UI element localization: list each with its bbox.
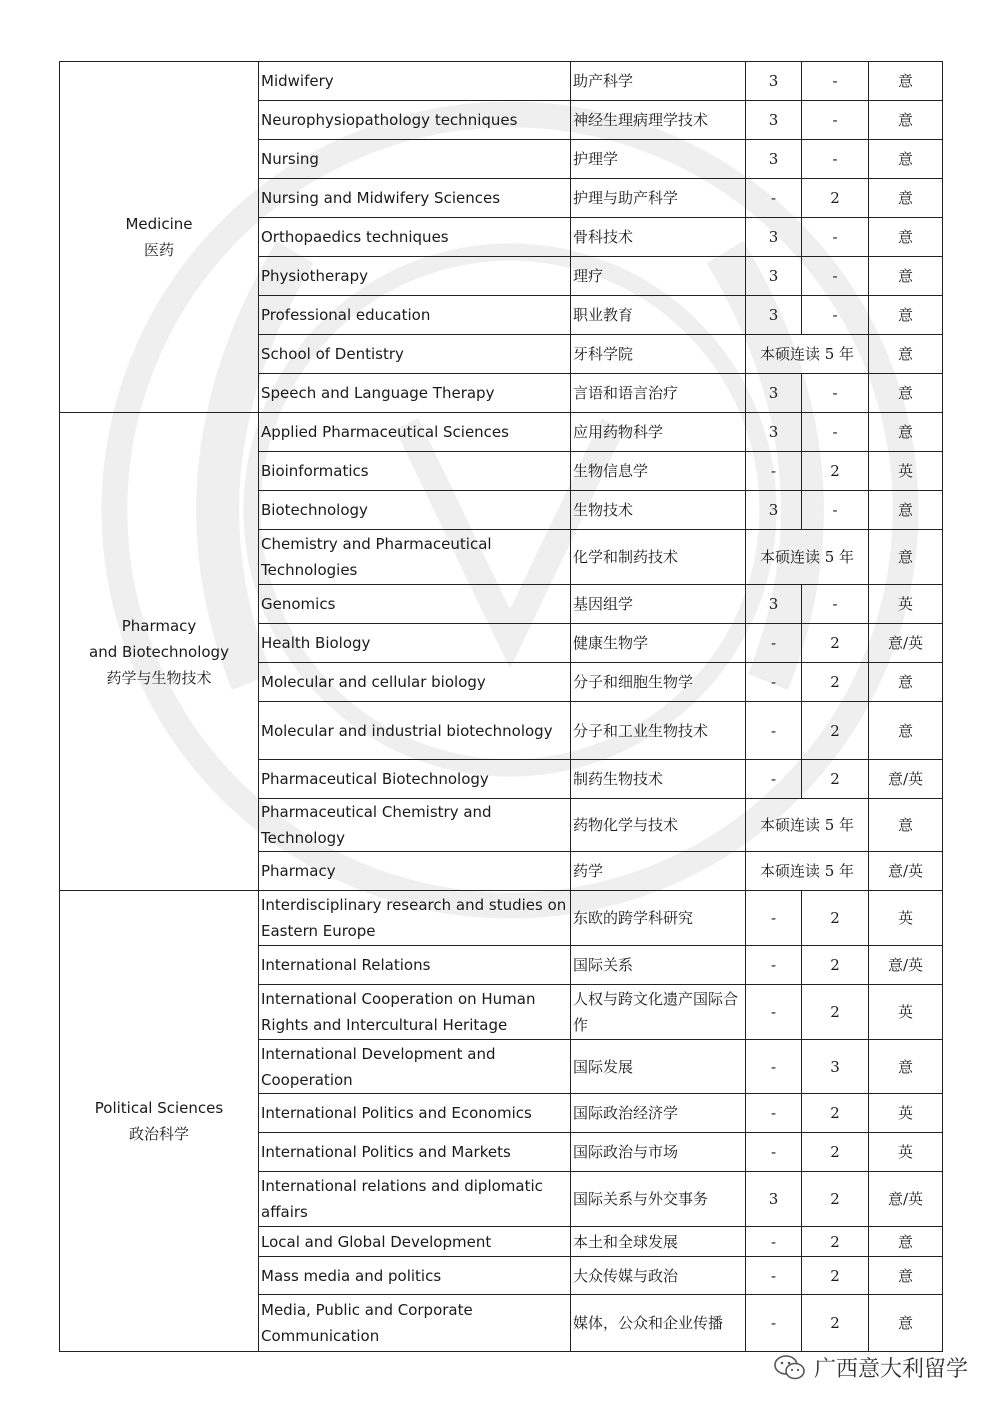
combined-duration: 本硕连读 5 年 bbox=[746, 530, 869, 585]
teaching-language: 意 bbox=[869, 1257, 943, 1295]
program-name-en: Biotechnology bbox=[259, 491, 571, 530]
bachelor-years: 3 bbox=[746, 218, 802, 257]
program-name-en: Physiotherapy bbox=[259, 257, 571, 296]
teaching-language: 意 bbox=[869, 1295, 943, 1352]
program-name-en: International Politics and Economics bbox=[259, 1094, 571, 1133]
program-name-en: Genomics bbox=[259, 585, 571, 624]
table-row bbox=[60, 413, 943, 452]
bachelor-years: - bbox=[746, 1227, 802, 1257]
teaching-language: 意 bbox=[869, 491, 943, 530]
teaching-language: 意 bbox=[869, 296, 943, 335]
category-cell bbox=[60, 891, 259, 1352]
bachelor-years: 3 bbox=[746, 1172, 802, 1227]
combined-duration: 本硕连读 5 年 bbox=[746, 852, 869, 891]
bachelor-years: 3 bbox=[746, 491, 802, 530]
teaching-language: 意 bbox=[869, 1227, 943, 1257]
bachelor-years: 3 bbox=[746, 585, 802, 624]
program-name-zh: 护理与助产科学 bbox=[571, 179, 746, 218]
program-name-zh: 护理学 bbox=[571, 140, 746, 179]
program-name-en: School of Dentistry bbox=[259, 335, 571, 374]
bachelor-years: - bbox=[746, 663, 802, 702]
program-name-en: Speech and Language Therapy bbox=[259, 374, 571, 413]
program-name-zh: 国际关系 bbox=[571, 946, 746, 985]
combined-duration: 本硕连读 5 年 bbox=[746, 335, 869, 374]
bachelor-years: 3 bbox=[746, 374, 802, 413]
program-name-en: International Politics and Markets bbox=[259, 1133, 571, 1172]
master-years: - bbox=[802, 62, 869, 101]
master-years: 2 bbox=[802, 452, 869, 491]
program-name-en: Mass media and politics bbox=[259, 1257, 571, 1295]
program-name-en: Local and Global Development bbox=[259, 1227, 571, 1257]
bachelor-years: 3 bbox=[746, 62, 802, 101]
wechat-icon bbox=[774, 1355, 806, 1381]
master-years: 2 bbox=[802, 985, 869, 1040]
master-years: 2 bbox=[802, 702, 869, 760]
master-years: 2 bbox=[802, 1227, 869, 1257]
program-name-en: Midwifery bbox=[259, 62, 571, 101]
teaching-language: 意/英 bbox=[869, 624, 943, 663]
program-name-zh: 制药生物技术 bbox=[571, 760, 746, 799]
master-years: - bbox=[802, 585, 869, 624]
bachelor-years: - bbox=[746, 179, 802, 218]
program-name-zh: 骨科技术 bbox=[571, 218, 746, 257]
master-years: 2 bbox=[802, 1133, 869, 1172]
bachelor-years: - bbox=[746, 1094, 802, 1133]
program-name-en: Orthopaedics techniques bbox=[259, 218, 571, 257]
category-cell bbox=[60, 62, 259, 413]
program-name-zh: 国际发展 bbox=[571, 1040, 746, 1094]
bachelor-years: - bbox=[746, 624, 802, 663]
master-years: 2 bbox=[802, 1172, 869, 1227]
program-name-en: Applied Pharmaceutical Sciences bbox=[259, 413, 571, 452]
master-years: 2 bbox=[802, 1094, 869, 1133]
category-name-en-line2: and Biotechnology bbox=[89, 642, 229, 661]
master-years: - bbox=[802, 140, 869, 179]
program-name-zh: 国际关系与外交事务 bbox=[571, 1172, 746, 1227]
teaching-language: 意/英 bbox=[869, 852, 943, 891]
teaching-language: 意/英 bbox=[869, 1172, 943, 1227]
program-name-zh: 药学 bbox=[571, 852, 746, 891]
program-name-zh: 生物信息学 bbox=[571, 452, 746, 491]
teaching-language: 意 bbox=[869, 374, 943, 413]
teaching-language: 意/英 bbox=[869, 760, 943, 799]
program-name-zh: 牙科学院 bbox=[571, 335, 746, 374]
bachelor-years: - bbox=[746, 1295, 802, 1352]
program-name-zh: 东欧的跨学科研究 bbox=[571, 891, 746, 946]
category-name-en: Medicine bbox=[125, 215, 193, 233]
program-name-zh: 职业教育 bbox=[571, 296, 746, 335]
course-table bbox=[59, 61, 943, 1352]
master-years: 3 bbox=[802, 1040, 869, 1094]
footer-account-name: 广西意大利留学 bbox=[813, 1357, 968, 1382]
category-name-zh: 药学与生物技术 bbox=[106, 668, 212, 687]
bachelor-years: - bbox=[746, 1133, 802, 1172]
teaching-language: 意 bbox=[869, 335, 943, 374]
bachelor-years: 3 bbox=[746, 257, 802, 296]
master-years: - bbox=[802, 374, 869, 413]
program-name-en: International Cooperation on Human Rights and Intercultural Heritage bbox=[259, 985, 571, 1040]
bachelor-years: 3 bbox=[746, 101, 802, 140]
table-row bbox=[60, 891, 943, 946]
program-name-en: Interdisciplinary research and studies on Eastern Europe bbox=[259, 891, 571, 946]
master-years: - bbox=[802, 257, 869, 296]
program-name-zh: 言语和语言治疗 bbox=[571, 374, 746, 413]
bachelor-years: 3 bbox=[746, 413, 802, 452]
master-years: - bbox=[802, 218, 869, 257]
program-name-zh: 药物化学与技术 bbox=[571, 799, 746, 852]
teaching-language: 英 bbox=[869, 585, 943, 624]
master-years: 2 bbox=[802, 1257, 869, 1295]
program-name-zh: 助产科学 bbox=[571, 62, 746, 101]
program-name-en: International Relations bbox=[259, 946, 571, 985]
teaching-language: 意/英 bbox=[869, 946, 943, 985]
program-name-en: Media, Public and Corporate Communication bbox=[259, 1295, 571, 1352]
program-name-en: Molecular and cellular biology bbox=[259, 663, 571, 702]
category-name-en: Political Sciences bbox=[94, 1099, 224, 1117]
program-name-zh: 健康生物学 bbox=[571, 624, 746, 663]
teaching-language: 意 bbox=[869, 530, 943, 585]
program-name-zh: 分子和细胞生物学 bbox=[571, 663, 746, 702]
program-name-zh: 分子和工业生物技术 bbox=[571, 702, 746, 760]
master-years: - bbox=[802, 101, 869, 140]
program-name-zh: 媒体，公众和企业传播 bbox=[571, 1295, 746, 1352]
table-row bbox=[60, 62, 943, 101]
program-name-en: Pharmaceutical Biotechnology bbox=[259, 760, 571, 799]
bachelor-years: - bbox=[746, 1040, 802, 1094]
teaching-language: 意 bbox=[869, 218, 943, 257]
program-name-en: Nursing and Midwifery Sciences bbox=[259, 179, 571, 218]
master-years: 2 bbox=[802, 663, 869, 702]
teaching-language: 意 bbox=[869, 101, 943, 140]
teaching-language: 英 bbox=[869, 452, 943, 491]
program-name-zh: 生物技术 bbox=[571, 491, 746, 530]
master-years: 2 bbox=[802, 1295, 869, 1352]
teaching-language: 意 bbox=[869, 140, 943, 179]
teaching-language: 意 bbox=[869, 413, 943, 452]
bachelor-years: - bbox=[746, 1257, 802, 1295]
bachelor-years: 3 bbox=[746, 296, 802, 335]
teaching-language: 意 bbox=[869, 1040, 943, 1094]
program-name-en: Molecular and industrial biotechnology bbox=[259, 702, 571, 760]
program-name-zh: 本土和全球发展 bbox=[571, 1227, 746, 1257]
program-name-zh: 大众传媒与政治 bbox=[571, 1257, 746, 1295]
program-name-en: Pharmaceutical Chemistry and Technology bbox=[259, 799, 571, 852]
program-name-zh: 理疗 bbox=[571, 257, 746, 296]
bachelor-years: - bbox=[746, 760, 802, 799]
teaching-language: 意 bbox=[869, 702, 943, 760]
program-name-zh: 人权与跨文化遗产国际合作 bbox=[571, 985, 746, 1040]
program-name-en: Chemistry and Pharmaceutical Technologies bbox=[259, 530, 571, 585]
program-name-en: International relations and diplomatic affairs bbox=[259, 1172, 571, 1227]
teaching-language: 英 bbox=[869, 1133, 943, 1172]
master-years: - bbox=[802, 296, 869, 335]
program-name-en: Neurophysiopathology techniques bbox=[259, 101, 571, 140]
master-years: 2 bbox=[802, 179, 869, 218]
bachelor-years: - bbox=[746, 452, 802, 491]
category-name-zh: 政治科学 bbox=[128, 1125, 189, 1143]
program-name-zh: 应用药物科学 bbox=[571, 413, 746, 452]
program-name-zh: 国际政治经济学 bbox=[571, 1094, 746, 1133]
teaching-language: 意 bbox=[869, 663, 943, 702]
program-name-zh: 国际政治与市场 bbox=[571, 1133, 746, 1172]
combined-duration: 本硕连读 5 年 bbox=[746, 799, 869, 852]
master-years: 2 bbox=[802, 946, 869, 985]
category-cell bbox=[60, 413, 259, 891]
footer-brand bbox=[774, 1352, 968, 1383]
program-name-en: Bioinformatics bbox=[259, 452, 571, 491]
teaching-language: 英 bbox=[869, 1094, 943, 1133]
teaching-language: 英 bbox=[869, 891, 943, 946]
master-years: - bbox=[802, 413, 869, 452]
teaching-language: 意 bbox=[869, 799, 943, 852]
program-name-zh: 基因组学 bbox=[571, 585, 746, 624]
teaching-language: 英 bbox=[869, 985, 943, 1040]
master-years: 2 bbox=[802, 760, 869, 799]
bachelor-years: - bbox=[746, 702, 802, 760]
master-years: - bbox=[802, 491, 869, 530]
bachelor-years: - bbox=[746, 985, 802, 1040]
master-years: 2 bbox=[802, 891, 869, 946]
program-name-en: International Development and Cooperation bbox=[259, 1040, 571, 1094]
category-name-zh: 医药 bbox=[143, 241, 174, 259]
bachelor-years: - bbox=[746, 891, 802, 946]
teaching-language: 意 bbox=[869, 257, 943, 296]
program-name-en: Nursing bbox=[259, 140, 571, 179]
master-years: 2 bbox=[802, 624, 869, 663]
bachelor-years: 3 bbox=[746, 140, 802, 179]
teaching-language: 意 bbox=[869, 62, 943, 101]
bachelor-years: - bbox=[746, 946, 802, 985]
teaching-language: 意 bbox=[869, 179, 943, 218]
program-name-en: Pharmacy bbox=[259, 852, 571, 891]
program-name-zh: 化学和制药技术 bbox=[571, 530, 746, 585]
category-name-en: Pharmacy bbox=[121, 616, 197, 635]
program-name-en: Health Biology bbox=[259, 624, 571, 663]
program-name-zh: 神经生理病理学技术 bbox=[571, 101, 746, 140]
program-name-en: Professional education bbox=[259, 296, 571, 335]
